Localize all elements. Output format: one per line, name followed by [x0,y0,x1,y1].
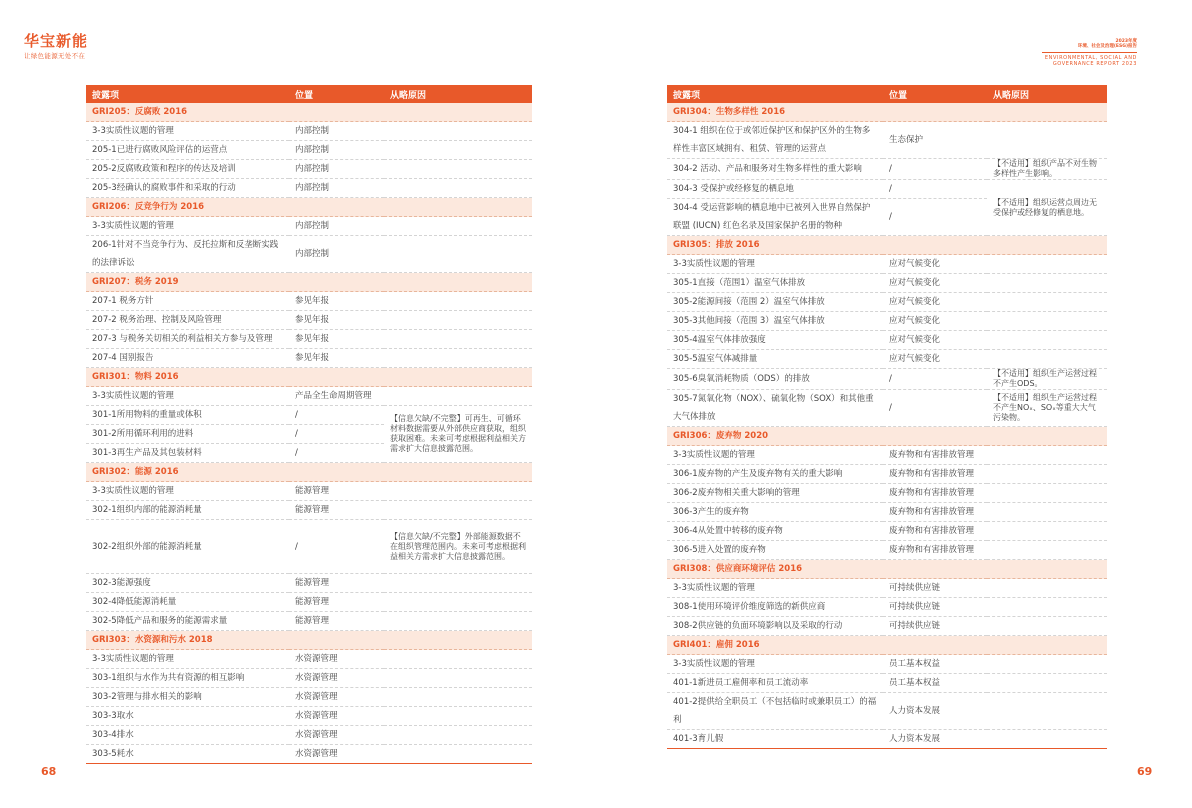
disclosure-item: 3-3实质性议题的管理 [667,579,883,598]
section-row [86,273,532,292]
disclosure-item: 306-1废弃物的产生及废弃物有关的重大影响 [667,465,883,484]
disclosure-item: 306-3产生的废弃物 [667,503,883,522]
table-row [86,574,532,593]
omission-reason [987,503,1107,522]
omission-reason [384,650,532,669]
position-cell: 水资源管理 [289,745,384,764]
disclosure-item: 3-3实质性议题的管理 [86,387,289,406]
table-row [86,160,532,179]
section-title: GRI305：排放 2016 [667,236,1107,255]
table-row [86,688,532,707]
omission-reason: 【不适用】组织运营点周边无受保护或经修复的栖息地。 [987,180,1107,236]
omission-reason [987,465,1107,484]
disclosure-item: 3-3实质性议题的管理 [86,217,289,236]
table-row [86,520,532,574]
section-title: GRI207：税务 2019 [86,273,532,292]
section-title: GRI304：生物多样性 2016 [667,103,1107,122]
omission-reason [987,693,1107,730]
position-cell: 应对气候变化 [883,274,987,293]
disclosure-item: 3-3实质性议题的管理 [667,446,883,465]
position-cell: / [883,159,987,180]
position-cell: / [289,444,384,463]
position-cell: / [289,425,384,444]
omission-reason [384,236,532,273]
omission-reason [987,579,1107,598]
table-row [86,179,532,198]
table-row [667,541,1107,560]
report-rule [1042,52,1137,53]
table-row [667,159,1107,180]
disclosure-item: 305-7氮氧化物（NOX）、硫氧化物（SOX）和其他重大气体排放 [667,390,883,427]
omission-reason: 【不适用】组织生产运营过程不产生NOₓ、SOₓ等重大大气污染物。 [987,390,1107,427]
omission-reason [384,179,532,198]
table-row [86,593,532,612]
header-item: 披露项 [667,85,883,103]
section-row [86,463,532,482]
position-cell: 废弃物和有害排放管理 [883,446,987,465]
disclosure-item: 305-6臭氧消耗物质（ODS）的排放 [667,369,883,390]
section-row [667,103,1107,122]
table-row [667,293,1107,312]
position-cell: / [289,406,384,425]
brand-name: 华宝新能 [24,32,89,50]
position-cell: 废弃物和有害排放管理 [883,484,987,503]
brand-logo [24,33,88,60]
omission-reason [987,674,1107,693]
header-omission: 从略原因 [384,85,532,103]
position-cell: 人力资本发展 [883,730,987,749]
position-cell: / [289,520,384,574]
omission-reason [987,484,1107,503]
report-title-en-1: ENVIRONMENTAL, SOCIAL AND [1044,55,1137,61]
omission-reason [987,350,1107,369]
omission-reason [384,688,532,707]
table-row [667,579,1107,598]
table-row [667,331,1107,350]
position-cell: 可持续供应链 [883,617,987,636]
omission-reason: 【信息欠缺/不完整】可再生、可循环材料数据需要从外部供应商获取，组织获取困难。未来可考虑根据利益相关方需求扩大信息披露范围。 [384,406,532,463]
position-cell: 废弃物和有害排放管理 [883,465,987,484]
disclosure-item: 207-2 税务治理、控制及风险管理 [86,311,289,330]
header-item: 披露项 [86,85,289,103]
disclosure-item: 304-1 组织在位于或邻近保护区和保护区外的生物多样性丰富区域拥有、租赁、管理的运营点 [667,122,883,159]
disclosure-item: 302-1组织内部的能源消耗量 [86,501,289,520]
disclosure-item: 304-4 受运营影响的栖息地中已被列入世界自然保护联盟 (IUCN) 红色名录及国家保护名册的物种 [667,199,883,236]
omission-reason [384,387,532,406]
position-cell: 人力资本发展 [883,693,987,730]
position-cell: 参见年报 [289,292,384,311]
omission-reason [384,160,532,179]
report-year: 2023年度 [1115,39,1137,44]
disclosure-item: 3-3实质性议题的管理 [86,650,289,669]
disclosure-item: 206-1针对不当竞争行为、反托拉斯和反垄断实践的法律诉讼 [86,236,289,273]
table-row [667,312,1107,331]
table-row [86,726,532,745]
position-cell: 内部控制 [289,217,384,236]
position-cell: 废弃物和有害排放管理 [883,541,987,560]
table-row [86,745,532,764]
table-row [86,612,532,631]
table-row [86,707,532,726]
disclosure-item: 3-3实质性议题的管理 [667,655,883,674]
disclosure-item: 308-1使用环境评价维度筛选的新供应商 [667,598,883,617]
table-row [667,674,1107,693]
table-row [86,387,532,406]
table-header [86,85,532,103]
disclosure-item: 306-4从处置中转移的废弃物 [667,522,883,541]
section-title: GRI205：反腐败 2016 [86,103,532,122]
section-title: GRI301：物料 2016 [86,368,532,387]
section-row [86,198,532,217]
table-row [667,390,1107,427]
table-header [667,85,1107,103]
disclosure-item: 306-2废弃物相关重大影响的管理 [667,484,883,503]
table-row [86,501,532,520]
table-row [667,465,1107,484]
table-row [86,650,532,669]
disclosure-item: 305-5温室气体减排量 [667,350,883,369]
position-cell: 内部控制 [289,160,384,179]
report-tag [1042,39,1137,67]
disclosure-item: 401-3育儿假 [667,730,883,749]
omission-reason [384,726,532,745]
section-row [667,427,1107,446]
position-cell: 应对气候变化 [883,293,987,312]
table-row [667,369,1107,390]
section-title: GRI306：废弃物 2020 [667,427,1107,446]
disclosure-item: 302-2组织外部的能源消耗量 [86,520,289,574]
omission-reason [987,122,1107,159]
section-row [86,103,532,122]
position-cell: 能源管理 [289,501,384,520]
table-row [667,522,1107,541]
disclosure-item: 302-5降低产品和服务的能源需求量 [86,612,289,631]
position-cell: 内部控制 [289,122,384,141]
table-row [667,617,1107,636]
disclosure-item: 205-2反腐败政策和程序的传达及培训 [86,160,289,179]
table-row [86,669,532,688]
omission-reason [384,292,532,311]
position-cell: 水资源管理 [289,707,384,726]
disclosure-item: 205-1已进行腐败风险评估的运营点 [86,141,289,160]
position-cell: 能源管理 [289,593,384,612]
section-title: GRI401：雇佣 2016 [667,636,1107,655]
disclosure-item: 304-3 受保护或经修复的栖息地 [667,180,883,199]
disclosure-item: 305-3其他间接（范围 3）温室气体排放 [667,312,883,331]
omission-reason [384,707,532,726]
disclosure-item: 207-1 税务方针 [86,292,289,311]
report-title-en-2: GOVERNANCE REPORT 2023 [1052,61,1137,67]
omission-reason [987,331,1107,350]
position-cell: 内部控制 [289,141,384,160]
omission-reason [987,541,1107,560]
omission-reason [384,745,532,764]
brand-slogan: 让绿色能源无处不在 [24,52,86,60]
omission-reason [384,501,532,520]
table-row [86,292,532,311]
table-row [667,598,1107,617]
omission-reason [987,598,1107,617]
omission-reason [987,312,1107,331]
table-row [86,349,532,368]
omission-reason [987,617,1107,636]
position-cell: 废弃物和有害排放管理 [883,503,987,522]
table-row [667,730,1107,749]
omission-reason [384,141,532,160]
disclosure-item: 304-2 活动、产品和服务对生物多样性的重大影响 [667,159,883,180]
section-row [667,636,1107,655]
omission-reason [987,293,1107,312]
section-row [86,631,532,650]
page-number-left: 68 [41,765,57,778]
position-cell: 可持续供应链 [883,579,987,598]
header-position: 位置 [883,85,987,103]
position-cell: 能源管理 [289,482,384,501]
table-row [667,274,1107,293]
position-cell: 参见年报 [289,349,384,368]
position-cell: 应对气候变化 [883,255,987,274]
position-cell: 应对气候变化 [883,350,987,369]
table-row [86,217,532,236]
omission-reason [987,655,1107,674]
section-title: GRI303：水资源和污水 2018 [86,631,532,650]
report-title-cn: 环境、社会及治理(ESG)报告 [1077,44,1137,49]
page-number-right: 69 [1137,765,1153,778]
gri-table-right [667,85,1107,749]
disclosure-item: 305-1直接（范围1）温室气体排放 [667,274,883,293]
omission-reason [384,217,532,236]
disclosure-item: 3-3实质性议题的管理 [667,255,883,274]
header-position: 位置 [289,85,384,103]
table-row [86,311,532,330]
position-cell: 内部控制 [289,179,384,198]
disclosure-item: 308-2供应链的负面环境影响以及采取的行动 [667,617,883,636]
position-cell: 能源管理 [289,612,384,631]
position-cell: 水资源管理 [289,688,384,707]
table-row [667,255,1107,274]
table-row [667,122,1107,159]
section-title: GRI206：反竞争行为 2016 [86,198,532,217]
section-row [667,236,1107,255]
omission-reason [384,482,532,501]
omission-reason [384,330,532,349]
table-row [667,484,1107,503]
position-cell: 应对气候变化 [883,331,987,350]
disclosure-item: 207-4 国别报告 [86,349,289,368]
position-cell: 参见年报 [289,311,384,330]
omission-reason [384,669,532,688]
disclosure-item: 303-4排水 [86,726,289,745]
omission-reason [987,255,1107,274]
table-row [667,180,1107,199]
table-row [667,503,1107,522]
position-cell: 水资源管理 [289,650,384,669]
disclosure-item: 305-4温室气体排放强度 [667,331,883,350]
omission-reason: 【信息欠缺/不完整】外部能源数据不在组织管理范围内。未来可考虑根据利益相关方需求扩大信息披露范围。 [384,520,532,574]
position-cell: 员工基本权益 [883,655,987,674]
disclosure-item: 3-3实质性议题的管理 [86,122,289,141]
disclosure-item: 303-3取水 [86,707,289,726]
position-cell: 员工基本权益 [883,674,987,693]
disclosure-item: 303-5耗水 [86,745,289,764]
position-cell: 生态保护 [883,122,987,159]
section-row [86,368,532,387]
position-cell: 能源管理 [289,574,384,593]
position-cell: / [883,390,987,427]
omission-reason [987,730,1107,749]
table-row [86,330,532,349]
table-row [86,482,532,501]
position-cell: 废弃物和有害排放管理 [883,522,987,541]
table-row [667,693,1107,730]
disclosure-item: 207-3 与税务关切相关的利益相关方参与及管理 [86,330,289,349]
disclosure-item: 301-1所用物料的重量或体积 [86,406,289,425]
table-row [86,236,532,273]
omission-reason [384,612,532,631]
disclosure-item: 303-1组织与水作为共有资源的相互影响 [86,669,289,688]
table-row [86,141,532,160]
section-row [667,560,1107,579]
omission-reason [987,522,1107,541]
position-cell: 水资源管理 [289,669,384,688]
table-row [667,350,1107,369]
disclosure-item: 401-1新进员工雇佣率和员工流动率 [667,674,883,693]
position-cell: 产品全生命周期管理 [289,387,384,406]
omission-reason [384,311,532,330]
disclosure-item: 303-2管理与排水相关的影响 [86,688,289,707]
disclosure-item: 401-2提供给全职员工（不包括临时或兼职员工）的福利 [667,693,883,730]
table-row [667,446,1107,465]
omission-reason [384,349,532,368]
disclosure-item: 302-3能源强度 [86,574,289,593]
omission-reason [987,274,1107,293]
disclosure-item: 301-3再生产品及其包装材料 [86,444,289,463]
position-cell: / [883,180,987,199]
table-row [86,122,532,141]
position-cell: / [883,369,987,390]
disclosure-item: 302-4降低能源消耗量 [86,593,289,612]
disclosure-item: 305-2能源间接（范围 2）温室气体排放 [667,293,883,312]
omission-reason: 【不适用】组织生产运营过程不产生ODS。 [987,369,1107,390]
disclosure-item: 301-2所用循环利用的进料 [86,425,289,444]
position-cell: 应对气候变化 [883,312,987,331]
omission-reason [987,446,1107,465]
position-cell: 水资源管理 [289,726,384,745]
header-omission: 从略原因 [987,85,1107,103]
omission-reason [384,122,532,141]
section-title: GRI308：供应商环境评估 2016 [667,560,1107,579]
omission-reason: 【不适用】组织产品不对生物多样性产生影响。 [987,159,1107,180]
omission-reason [384,574,532,593]
position-cell: 参见年报 [289,330,384,349]
position-cell: 内部控制 [289,236,384,273]
position-cell: 可持续供应链 [883,598,987,617]
disclosure-item: 205-3经确认的腐败事件和采取的行动 [86,179,289,198]
disclosure-item: 3-3实质性议题的管理 [86,482,289,501]
position-cell: / [883,199,987,236]
table-row [86,406,532,425]
omission-reason [384,593,532,612]
disclosure-item: 306-5进入处置的废弃物 [667,541,883,560]
gri-table-left [86,85,532,764]
section-title: GRI302：能源 2016 [86,463,532,482]
table-row [667,655,1107,674]
